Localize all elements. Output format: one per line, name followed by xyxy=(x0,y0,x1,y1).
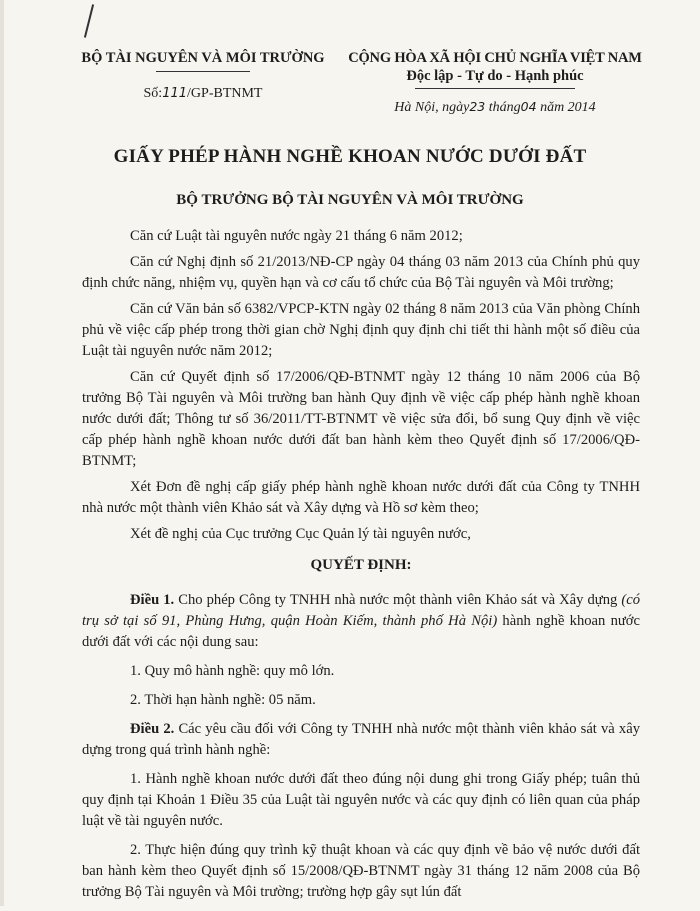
preamble-paragraph: Xét đề nghị của Cục trưởng Cục Quản lý tài nguyên nước, xyxy=(130,526,471,542)
article-2 xyxy=(82,719,640,761)
article-2-item: 1. Hành nghề khoan nước dưới đất theo đúng nội dung ghi trong Giấy phép; tuân thủ quy định tại Khoản 1 Điều 35 của Luật tài nguyên nước và các quy định có liên quan của pháp luật về tài nguyên nước. xyxy=(82,771,640,829)
date-year: năm 2014 xyxy=(540,100,596,115)
document-title: GIẤY PHÉP HÀNH NGHỀ KHOAN NƯỚC DƯỚI ĐẤT xyxy=(113,146,587,167)
number-prefix: Số: xyxy=(143,86,163,101)
document-number xyxy=(58,86,348,102)
article-1-text-a: Cho phép Công ty TNHH nhà nước một thành viên Khảo sát và Xây dựng xyxy=(174,592,622,608)
article-1-address: (có trụ sở tại số 91, Phùng Hưng, quận Hoàn Kiếm, thành phố Hà Nội) xyxy=(82,592,641,629)
date-month: 04 xyxy=(520,99,537,114)
national-motto: Độc lập - Tự do - Hạnh phúc xyxy=(406,68,584,84)
date-place: Hà Nội, ngày xyxy=(394,100,470,115)
decision-heading: QUYẾT ĐỊNH: xyxy=(310,557,412,573)
article-1-label: Điều 1. xyxy=(130,592,175,608)
article-2-item: 2. Thực hiện đúng quy trình kỹ thuật khoan và các quy định về bảo vệ nước dưới đất ban hành kèm theo Quyết định số 15/2008/QĐ-BTNMT ngày 31 tháng 12 năm 2008 của Bộ trưởng Bộ Tài nguyên và Môi trường; trường hợp gây sụt lún đất xyxy=(82,842,640,900)
article-1-item: 2. Thời hạn hành nghề: 05 năm. xyxy=(130,692,316,708)
scan-edge xyxy=(0,0,4,906)
article-1-item: 1. Quy mô hành nghề: quy mô lớn. xyxy=(130,663,335,679)
header-right xyxy=(330,50,660,116)
place-date xyxy=(330,99,660,116)
article-1-text-b: hành nghề khoan nước dưới đất với các nội dung sau: xyxy=(82,613,640,650)
preamble-paragraph: Căn cứ Luật tài nguyên nước ngày 21 tháng 6 năm 2012; xyxy=(130,228,463,244)
ministry-underline xyxy=(156,71,250,72)
preamble-paragraph: Xét Đơn đề nghị cấp giấy phép hành nghề khoan nước dưới đất của Công ty TNHH nhà nước một thành viên Khảo sát và Xây dựng và Hồ sơ kèm theo; xyxy=(82,479,640,516)
article-1 xyxy=(82,590,640,653)
date-month-label: tháng xyxy=(488,100,521,115)
number-handwritten: 111 xyxy=(162,86,188,101)
number-suffix: /GP-BTNMT xyxy=(187,86,263,101)
article-2-text: Các yêu cầu đối với Công ty TNHH nhà nước một thành viên khảo sát và xây dựng trong quá trình hành nghề: xyxy=(82,721,641,758)
article-2-label: Điều 2. xyxy=(130,721,175,737)
header-left xyxy=(58,50,348,102)
preamble-paragraph: Căn cứ Nghị định số 21/2013/NĐ-CP ngày 04 tháng 03 năm 2013 của Chính phủ quy định chức năng, nhiệm vụ, quyền hạn và cơ cấu tổ chức của Bộ Tài nguyên và Môi trường; xyxy=(82,254,640,291)
motto-underline xyxy=(415,88,575,89)
preamble-paragraph: Căn cứ Quyết định số 17/2006/QĐ-BTNMT ngày 12 tháng 10 năm 2006 của Bộ trưởng Bộ Tài nguyên và Môi trường ban hành Quy định về việc cấp phép hành nghề khoan nước dưới đất; Thông tư số 36/2011/TT-BTNMT về việc sửa đổi, bổ sung Quy định về việc cấp phép hành nghề khoan nước dưới đất ban hành kèm theo Quyết định số 17/2006/QĐ-BTNMT; xyxy=(82,369,640,469)
ministry-name: BỘ TÀI NGUYÊN VÀ MÔI TRƯỜNG xyxy=(81,50,325,66)
republic-name: CỘNG HÒA XÃ HỘI CHỦ NGHĨA VIỆT NAM xyxy=(348,50,642,66)
preamble-paragraph: Căn cứ Văn bản số 6382/VPCP-KTN ngày 02 tháng 8 năm 2013 của Văn phòng Chính phủ về việc cấp phép trong thời gian chờ Nghị định quy định chi tiết thi hành một số điều của Luật tài nguyên nước năm 2012; xyxy=(82,301,640,359)
document-body xyxy=(82,226,640,911)
issuing-authority: BỘ TRƯỞNG BỘ TÀI NGUYÊN VÀ MÔI TRƯỜNG xyxy=(176,192,524,208)
date-day: 23 xyxy=(469,99,486,114)
pen-mark xyxy=(84,4,94,37)
